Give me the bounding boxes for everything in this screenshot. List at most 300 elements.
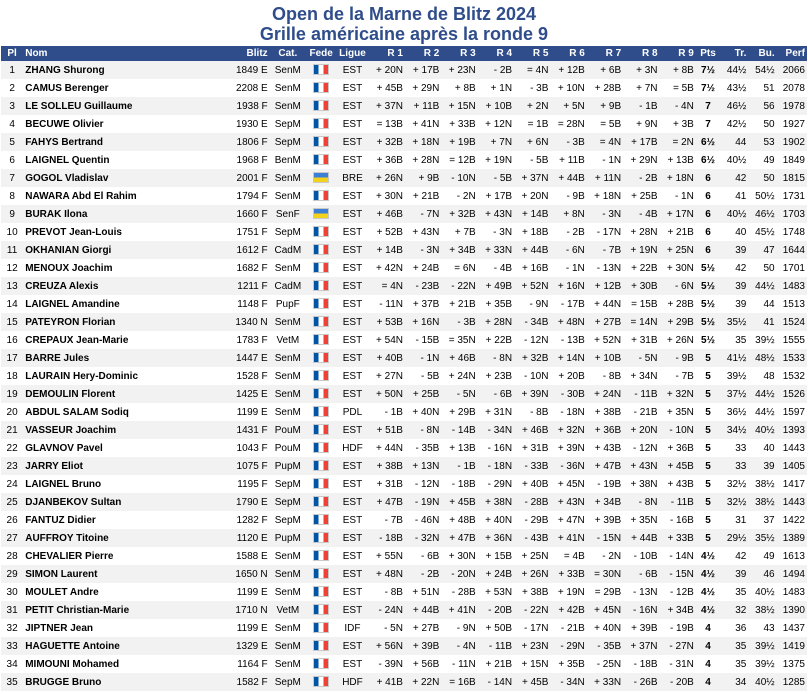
round-result-cell: + 19B bbox=[441, 133, 477, 151]
table-row bbox=[1, 673, 807, 691]
standings-table bbox=[1, 46, 807, 691]
blitz-rating-cell: 1650 N bbox=[223, 565, 269, 583]
buchholz-cell: 49 bbox=[748, 151, 776, 169]
round-result-cell: - 16B bbox=[660, 511, 696, 529]
round-result-cell: - 11B bbox=[660, 493, 696, 511]
rank-cell: 4 bbox=[1, 115, 23, 133]
table-row bbox=[1, 637, 807, 655]
performance-cell: 1513 bbox=[777, 295, 807, 313]
round-result-cell: + 10B bbox=[587, 349, 623, 367]
round-result-cell: + 39N bbox=[550, 439, 586, 457]
round-result-cell: - 4N bbox=[660, 97, 696, 115]
france-flag-icon bbox=[313, 676, 329, 687]
round-result-cell: - 2B bbox=[405, 565, 441, 583]
round-result-cell: + 56B bbox=[405, 655, 441, 673]
points-cell: 6 bbox=[696, 169, 720, 187]
round-result-cell: = 2N bbox=[660, 133, 696, 151]
round-result-cell: + 23N bbox=[514, 637, 550, 655]
player-name-cell: LAIGNEL Amandine bbox=[23, 295, 223, 313]
round-result-cell: + 55N bbox=[369, 547, 405, 565]
table-row bbox=[1, 619, 807, 637]
points-cell: 5 bbox=[696, 367, 720, 385]
round-result-cell: - 8N bbox=[478, 349, 514, 367]
round-result-cell: - 35B bbox=[405, 439, 441, 457]
round-result-cell: - 20N bbox=[441, 565, 477, 583]
federation-cell bbox=[306, 565, 336, 583]
category-cell: SenM bbox=[270, 619, 306, 637]
round-result-cell: + 23B bbox=[478, 367, 514, 385]
round-result-cell: + 34N bbox=[623, 367, 659, 385]
round-result-cell: - 34N bbox=[478, 421, 514, 439]
category-cell: SenM bbox=[270, 565, 306, 583]
round-result-cell: + 3N bbox=[623, 61, 659, 79]
round-result-cell: - 10B bbox=[623, 547, 659, 565]
tiebreak-tr-cell: 34 bbox=[720, 673, 748, 691]
player-name-cell: BRUGGE Bruno bbox=[23, 673, 223, 691]
round-result-cell: - 5N bbox=[369, 619, 405, 637]
round-result-cell: + 45B bbox=[514, 673, 550, 691]
round-result-cell: + 21B bbox=[405, 187, 441, 205]
column-header: Ligue bbox=[336, 46, 368, 61]
blitz-rating-cell: 1682 F bbox=[223, 259, 269, 277]
rank-cell: 16 bbox=[1, 331, 23, 349]
round-result-cell: + 39B bbox=[405, 637, 441, 655]
round-result-cell: + 20N bbox=[369, 61, 405, 79]
rank-cell: 32 bbox=[1, 619, 23, 637]
performance-cell: 1532 bbox=[777, 367, 807, 385]
round-result-cell: - 21B bbox=[623, 403, 659, 421]
league-cell: EST bbox=[336, 331, 368, 349]
round-result-cell: - 5B bbox=[514, 151, 550, 169]
tiebreak-tr-cell: 35 bbox=[720, 583, 748, 601]
round-result-cell: + 33B bbox=[550, 565, 586, 583]
rank-cell: 5 bbox=[1, 133, 23, 151]
category-cell: SenM bbox=[270, 79, 306, 97]
round-result-cell: - 13N bbox=[587, 259, 623, 277]
performance-cell: 1701 bbox=[777, 259, 807, 277]
table-body bbox=[1, 61, 807, 691]
round-result-cell: + 5N bbox=[550, 97, 586, 115]
round-result-cell: - 18N bbox=[478, 457, 514, 475]
tiebreak-tr-cell: 40½ bbox=[720, 205, 748, 223]
buchholz-cell: 41 bbox=[748, 313, 776, 331]
round-result-cell: - 11N bbox=[369, 295, 405, 313]
round-result-cell: + 45B bbox=[369, 79, 405, 97]
round-result-cell: - 4N bbox=[441, 637, 477, 655]
player-name-cell: DEMOULIN Florent bbox=[23, 385, 223, 403]
round-result-cell: + 24N bbox=[441, 367, 477, 385]
round-result-cell: - 8N bbox=[405, 421, 441, 439]
buchholz-cell: 48 bbox=[748, 367, 776, 385]
round-result-cell: + 27N bbox=[369, 367, 405, 385]
table-row bbox=[1, 169, 807, 187]
league-cell: EST bbox=[336, 457, 368, 475]
federation-cell bbox=[306, 151, 336, 169]
category-cell: PouM bbox=[270, 439, 306, 457]
round-result-cell: + 29B bbox=[441, 403, 477, 421]
tiebreak-tr-cell: 31 bbox=[720, 511, 748, 529]
round-result-cell: + 24B bbox=[478, 565, 514, 583]
round-result-cell: + 33N bbox=[587, 673, 623, 691]
table-row bbox=[1, 655, 807, 673]
round-result-cell: + 22B bbox=[478, 331, 514, 349]
player-name-cell: MOULET Andre bbox=[23, 583, 223, 601]
buchholz-cell: 44½ bbox=[748, 403, 776, 421]
blitz-rating-cell: 1612 F bbox=[223, 241, 269, 259]
round-result-cell: = 28N bbox=[550, 115, 586, 133]
france-flag-icon bbox=[313, 334, 329, 345]
buchholz-cell: 40½ bbox=[748, 583, 776, 601]
round-result-cell: + 16N bbox=[405, 313, 441, 331]
round-result-cell: - 34B bbox=[514, 313, 550, 331]
round-result-cell: - 16N bbox=[478, 439, 514, 457]
league-cell: EST bbox=[336, 133, 368, 151]
france-flag-icon bbox=[313, 586, 329, 597]
league-cell: EST bbox=[336, 97, 368, 115]
round-result-cell: + 52N bbox=[514, 277, 550, 295]
round-result-cell: - 7N bbox=[405, 205, 441, 223]
round-result-cell: + 40B bbox=[514, 475, 550, 493]
rank-cell: 10 bbox=[1, 223, 23, 241]
category-cell: SepM bbox=[270, 223, 306, 241]
federation-cell bbox=[306, 79, 336, 97]
federation-cell bbox=[306, 295, 336, 313]
blitz-rating-cell: 1425 E bbox=[223, 385, 269, 403]
round-result-cell: + 25B bbox=[623, 187, 659, 205]
france-flag-icon bbox=[313, 604, 329, 615]
points-cell: 5½ bbox=[696, 331, 720, 349]
round-result-cell: + 35N bbox=[623, 511, 659, 529]
category-cell: VetM bbox=[270, 601, 306, 619]
france-flag-icon bbox=[313, 550, 329, 561]
rank-cell: 20 bbox=[1, 403, 23, 421]
column-header: R 7 bbox=[587, 46, 623, 61]
round-result-cell: + 11B bbox=[550, 151, 586, 169]
blitz-rating-cell: 1199 E bbox=[223, 583, 269, 601]
category-cell: PupF bbox=[270, 295, 306, 313]
round-result-cell: - 1B bbox=[369, 403, 405, 421]
round-result-cell: = 6N bbox=[441, 259, 477, 277]
round-result-cell: - 29N bbox=[478, 475, 514, 493]
round-result-cell: + 7N bbox=[623, 79, 659, 97]
round-result-cell: + 24N bbox=[587, 385, 623, 403]
round-result-cell: + 47B bbox=[441, 529, 477, 547]
round-result-cell: + 11B bbox=[405, 97, 441, 115]
tiebreak-tr-cell: 39 bbox=[720, 295, 748, 313]
round-result-cell: + 8N bbox=[550, 205, 586, 223]
round-result-cell: - 15B bbox=[405, 331, 441, 349]
round-result-cell: - 9N bbox=[514, 295, 550, 313]
round-result-cell: + 48N bbox=[369, 565, 405, 583]
round-result-cell: + 41N bbox=[441, 601, 477, 619]
round-result-cell: - 12N bbox=[623, 439, 659, 457]
round-result-cell: + 7N bbox=[478, 133, 514, 151]
round-result-cell: + 7B bbox=[441, 223, 477, 241]
rank-cell: 2 bbox=[1, 79, 23, 97]
round-result-cell: - 17N bbox=[587, 223, 623, 241]
round-result-cell: + 47N bbox=[550, 511, 586, 529]
round-result-cell: + 40B bbox=[369, 349, 405, 367]
round-result-cell: + 15N bbox=[514, 655, 550, 673]
round-result-cell: - 11N bbox=[441, 655, 477, 673]
federation-cell bbox=[306, 277, 336, 295]
round-result-cell: + 19N bbox=[623, 241, 659, 259]
table-row bbox=[1, 115, 807, 133]
round-result-cell: - 1N bbox=[405, 349, 441, 367]
player-name-cell: PREVOT Jean-Louis bbox=[23, 223, 223, 241]
tiebreak-tr-cell: 33 bbox=[720, 439, 748, 457]
column-header: Pl bbox=[1, 46, 23, 61]
round-result-cell: + 9B bbox=[587, 97, 623, 115]
blitz-rating-cell: 2001 F bbox=[223, 169, 269, 187]
round-result-cell: - 33B bbox=[514, 457, 550, 475]
table-row bbox=[1, 277, 807, 295]
player-name-cell: MIMOUNI Mohamed bbox=[23, 655, 223, 673]
round-result-cell: - 12B bbox=[660, 583, 696, 601]
category-cell: SenM bbox=[270, 97, 306, 115]
round-result-cell: + 44B bbox=[514, 241, 550, 259]
blitz-rating-cell: 1164 F bbox=[223, 655, 269, 673]
federation-cell bbox=[306, 673, 336, 691]
blitz-rating-cell: 1849 E bbox=[223, 61, 269, 79]
buchholz-cell: 46 bbox=[748, 565, 776, 583]
federation-cell bbox=[306, 655, 336, 673]
league-cell: EST bbox=[336, 583, 368, 601]
round-result-cell: + 48B bbox=[441, 511, 477, 529]
round-result-cell: - 7B bbox=[369, 511, 405, 529]
blitz-rating-cell: 1930 E bbox=[223, 115, 269, 133]
federation-cell bbox=[306, 331, 336, 349]
round-result-cell: - 3B bbox=[514, 79, 550, 97]
blitz-rating-cell: 1043 F bbox=[223, 439, 269, 457]
table-row bbox=[1, 421, 807, 439]
rank-cell: 34 bbox=[1, 655, 23, 673]
player-name-cell: FANTUZ Didier bbox=[23, 511, 223, 529]
table-row bbox=[1, 601, 807, 619]
performance-cell: 1437 bbox=[777, 619, 807, 637]
points-cell: 5 bbox=[696, 385, 720, 403]
category-cell: SepM bbox=[270, 493, 306, 511]
player-name-cell: CREUZA Alexis bbox=[23, 277, 223, 295]
round-result-cell: + 43N bbox=[550, 493, 586, 511]
table-row bbox=[1, 313, 807, 331]
round-result-cell: + 45N bbox=[550, 475, 586, 493]
round-result-cell: + 35N bbox=[660, 403, 696, 421]
points-cell: 5 bbox=[696, 511, 720, 529]
round-result-cell: - 2N bbox=[587, 547, 623, 565]
blitz-rating-cell: 1211 F bbox=[223, 277, 269, 295]
round-result-cell: + 22N bbox=[405, 673, 441, 691]
blitz-rating-cell: 1447 E bbox=[223, 349, 269, 367]
column-header: R 6 bbox=[550, 46, 586, 61]
round-result-cell: + 8B bbox=[441, 79, 477, 97]
round-result-cell: + 17N bbox=[660, 205, 696, 223]
blitz-rating-cell: 1431 F bbox=[223, 421, 269, 439]
buchholz-cell: 40 bbox=[748, 439, 776, 457]
player-name-cell: CAMUS Berenger bbox=[23, 79, 223, 97]
round-result-cell: + 25N bbox=[514, 547, 550, 565]
round-result-cell: + 25N bbox=[660, 241, 696, 259]
round-result-cell: - 28B bbox=[441, 583, 477, 601]
league-cell: BRE bbox=[336, 169, 368, 187]
round-result-cell: + 20N bbox=[514, 187, 550, 205]
round-result-cell: - 2B bbox=[623, 169, 659, 187]
federation-cell bbox=[306, 403, 336, 421]
buchholz-cell: 38½ bbox=[748, 493, 776, 511]
round-result-cell: + 53N bbox=[478, 583, 514, 601]
rank-cell: 12 bbox=[1, 259, 23, 277]
round-result-cell: - 1B bbox=[441, 457, 477, 475]
france-flag-icon bbox=[313, 262, 329, 273]
round-result-cell: + 27B bbox=[405, 619, 441, 637]
round-result-cell: + 19N bbox=[478, 151, 514, 169]
round-result-cell: + 34B bbox=[441, 241, 477, 259]
performance-cell: 1731 bbox=[777, 187, 807, 205]
round-result-cell: - 6N bbox=[550, 241, 586, 259]
category-cell: PouM bbox=[270, 421, 306, 439]
league-cell: IDF bbox=[336, 619, 368, 637]
round-result-cell: = 35N bbox=[441, 331, 477, 349]
round-result-cell: + 44B bbox=[623, 529, 659, 547]
league-cell: EST bbox=[336, 115, 368, 133]
rank-cell: 27 bbox=[1, 529, 23, 547]
points-cell: 5 bbox=[696, 439, 720, 457]
category-cell: SenM bbox=[270, 61, 306, 79]
round-result-cell: + 46B bbox=[441, 349, 477, 367]
blitz-rating-cell: 1120 E bbox=[223, 529, 269, 547]
buchholz-cell: 43 bbox=[748, 619, 776, 637]
round-result-cell: + 38B bbox=[369, 457, 405, 475]
round-result-cell: + 12N bbox=[478, 115, 514, 133]
league-cell: EST bbox=[336, 421, 368, 439]
rank-cell: 18 bbox=[1, 367, 23, 385]
round-result-cell: + 34B bbox=[660, 601, 696, 619]
round-result-cell: + 47B bbox=[369, 493, 405, 511]
round-result-cell: - 46N bbox=[405, 511, 441, 529]
category-cell: SenM bbox=[270, 169, 306, 187]
buchholz-cell: 40½ bbox=[748, 673, 776, 691]
tournament-title: Open de la Marne de Blitz 2024 bbox=[271, 4, 537, 24]
column-header: Nom bbox=[23, 46, 223, 61]
category-cell: SenM bbox=[270, 403, 306, 421]
round-result-cell: - 26B bbox=[623, 673, 659, 691]
table-row bbox=[1, 439, 807, 457]
table-row bbox=[1, 583, 807, 601]
player-name-cell: JARRY Eliot bbox=[23, 457, 223, 475]
performance-cell: 1419 bbox=[777, 637, 807, 655]
round-result-cell: + 37N bbox=[623, 637, 659, 655]
tiebreak-tr-cell: 39 bbox=[720, 277, 748, 295]
round-result-cell: - 15N bbox=[660, 565, 696, 583]
buchholz-cell: 40½ bbox=[748, 421, 776, 439]
points-cell: 4½ bbox=[696, 601, 720, 619]
federation-cell bbox=[306, 349, 336, 367]
round-result-cell: - 29B bbox=[514, 511, 550, 529]
round-result-cell: + 37B bbox=[405, 295, 441, 313]
tiebreak-tr-cell: 43½ bbox=[720, 79, 748, 97]
round-result-cell: - 20B bbox=[478, 601, 514, 619]
round-result-cell: + 6N bbox=[514, 133, 550, 151]
category-cell: SepM bbox=[270, 673, 306, 691]
blitz-rating-cell: 1148 F bbox=[223, 295, 269, 313]
table-row bbox=[1, 241, 807, 259]
rank-cell: 25 bbox=[1, 493, 23, 511]
category-cell: PupM bbox=[270, 457, 306, 475]
round-result-cell: - 43B bbox=[514, 529, 550, 547]
round-result-cell: - 1N bbox=[587, 151, 623, 169]
buchholz-cell: 35½ bbox=[748, 529, 776, 547]
round-result-cell: + 22B bbox=[623, 259, 659, 277]
column-header: R 1 bbox=[369, 46, 405, 61]
round-result-cell: + 18B bbox=[514, 223, 550, 241]
player-name-cell: CHEVALIER Pierre bbox=[23, 547, 223, 565]
round-result-cell: + 32B bbox=[441, 205, 477, 223]
tiebreak-tr-cell: 36½ bbox=[720, 403, 748, 421]
france-flag-icon bbox=[313, 478, 329, 489]
round-result-cell: + 28B bbox=[587, 79, 623, 97]
federation-cell bbox=[306, 205, 336, 223]
france-flag-icon bbox=[313, 316, 329, 327]
round-result-cell: - 3B bbox=[441, 313, 477, 331]
column-header: Blitz bbox=[223, 46, 269, 61]
table-row bbox=[1, 349, 807, 367]
points-cell: 6 bbox=[696, 223, 720, 241]
round-result-cell: + 28N bbox=[623, 223, 659, 241]
league-cell: EST bbox=[336, 241, 368, 259]
round-result-cell: + 30N bbox=[441, 547, 477, 565]
round-result-cell: + 44N bbox=[587, 295, 623, 313]
buchholz-cell: 50 bbox=[748, 259, 776, 277]
league-cell: EST bbox=[336, 367, 368, 385]
performance-cell: 1703 bbox=[777, 205, 807, 223]
round-result-cell: - 22N bbox=[514, 601, 550, 619]
column-header: R 5 bbox=[514, 46, 550, 61]
points-cell: 5½ bbox=[696, 259, 720, 277]
round-result-cell: + 31B bbox=[623, 331, 659, 349]
round-result-cell: + 13B bbox=[660, 151, 696, 169]
round-result-cell: + 41N bbox=[405, 115, 441, 133]
table-row bbox=[1, 385, 807, 403]
round-result-cell: - 13B bbox=[550, 331, 586, 349]
blitz-rating-cell: 1582 F bbox=[223, 673, 269, 691]
buchholz-cell: 37 bbox=[748, 511, 776, 529]
category-cell: CadM bbox=[270, 277, 306, 295]
tiebreak-tr-cell: 36 bbox=[720, 619, 748, 637]
buchholz-cell: 50½ bbox=[748, 187, 776, 205]
tiebreak-tr-cell: 44½ bbox=[720, 61, 748, 79]
tiebreak-tr-cell: 39 bbox=[720, 565, 748, 583]
round-result-cell: + 44B bbox=[405, 601, 441, 619]
round-result-cell: + 53B bbox=[369, 313, 405, 331]
buchholz-cell: 47 bbox=[748, 241, 776, 259]
france-flag-icon bbox=[313, 622, 329, 633]
column-header: Tr. bbox=[720, 46, 748, 61]
tiebreak-tr-cell: 42 bbox=[720, 169, 748, 187]
round-result-cell: + 27B bbox=[587, 313, 623, 331]
round-result-cell: + 32B bbox=[514, 349, 550, 367]
league-cell: EST bbox=[336, 601, 368, 619]
column-header: Cat. bbox=[270, 46, 306, 61]
round-result-cell: + 41N bbox=[550, 529, 586, 547]
federation-cell bbox=[306, 439, 336, 457]
league-cell: EST bbox=[336, 259, 368, 277]
round-result-cell: - 3N bbox=[478, 223, 514, 241]
round-result-cell: + 46B bbox=[369, 205, 405, 223]
buchholz-cell: 44½ bbox=[748, 277, 776, 295]
round-result-cell: - 8B bbox=[587, 367, 623, 385]
column-header: R 2 bbox=[405, 46, 441, 61]
france-flag-icon bbox=[313, 154, 329, 165]
